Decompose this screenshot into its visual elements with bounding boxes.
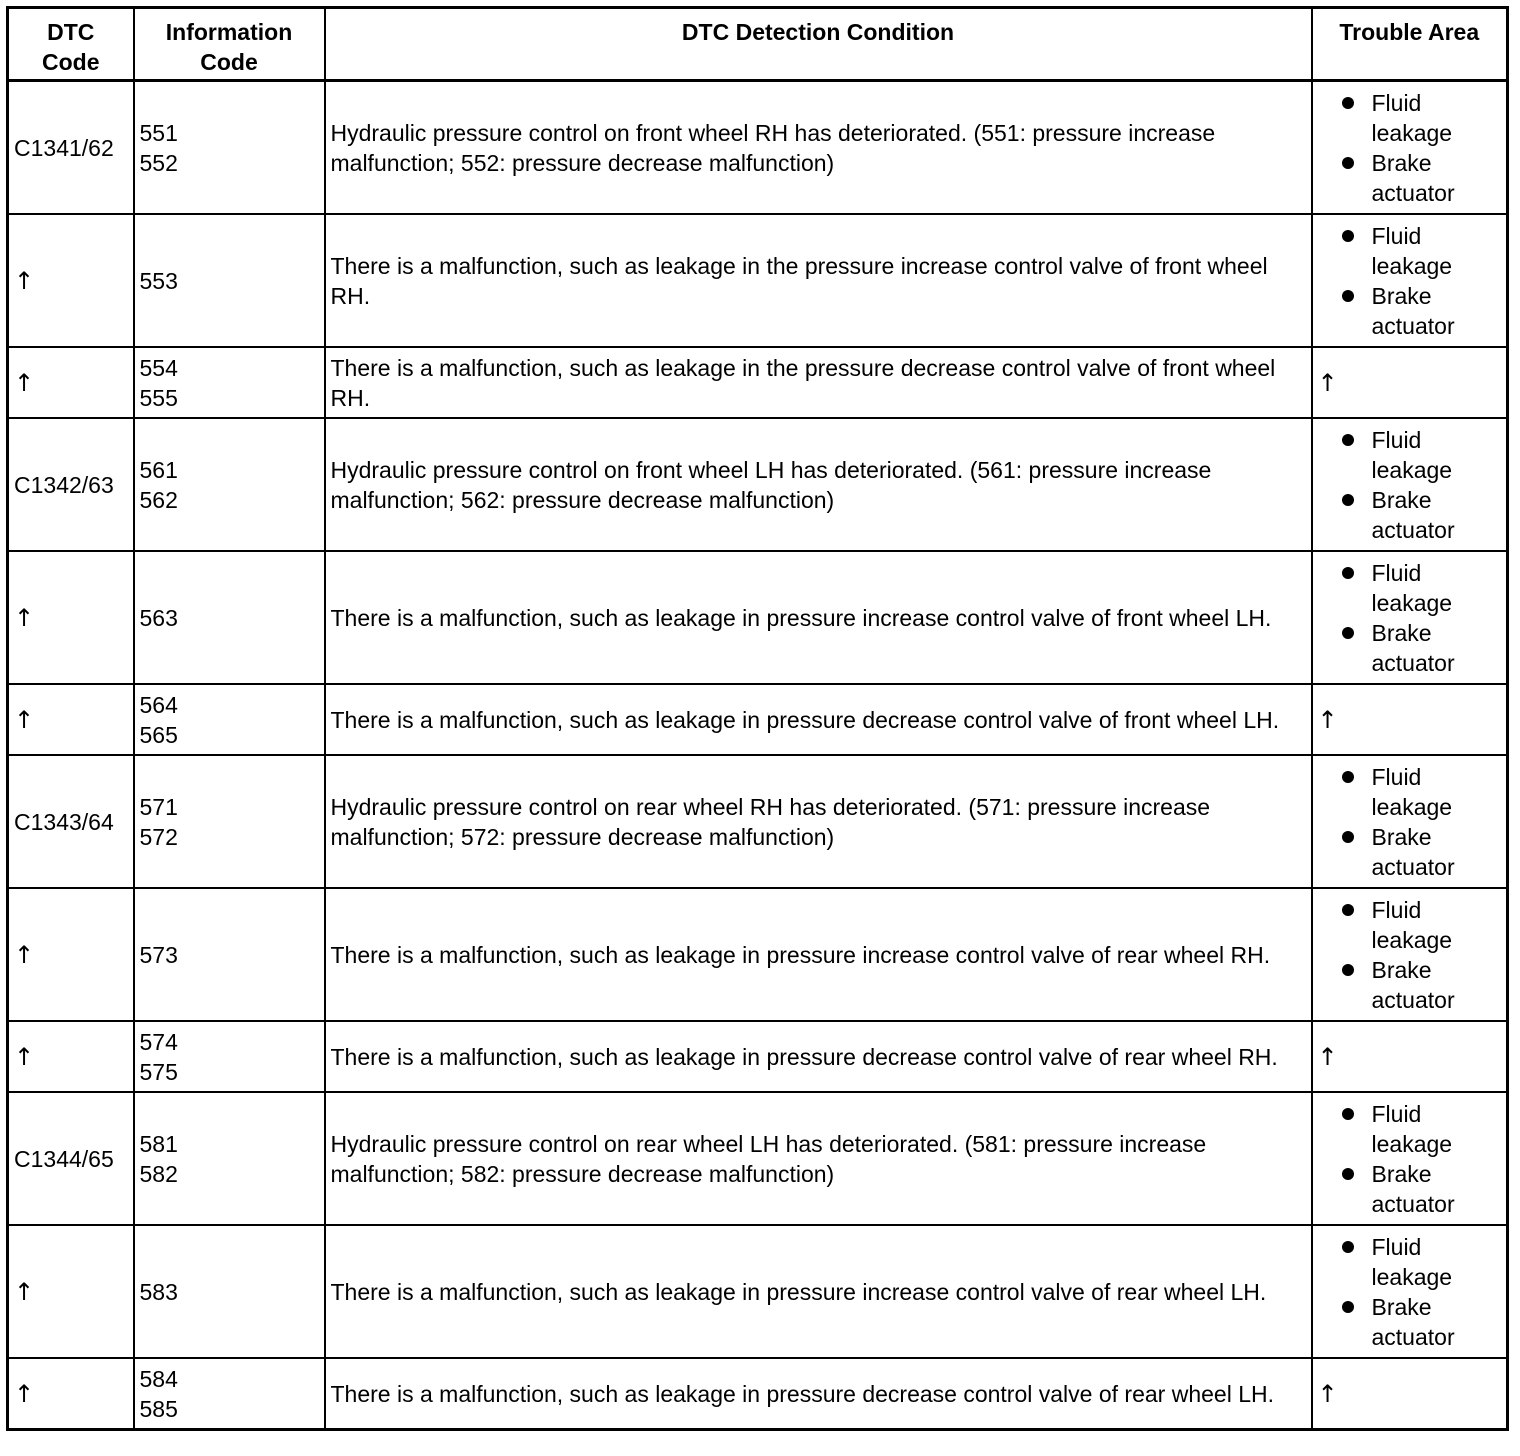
table-row [8, 81, 1508, 215]
information-code: 552 [139, 149, 178, 176]
detection-condition-cell: Hydraulic pressure control on rear wheel RH has deteriorated. (571: pressure increase malfunction; 572: pressure decrease malfunction) [325, 755, 1312, 888]
trouble-area-item: Brake actuator [1338, 485, 1502, 545]
information-code: 554 [139, 354, 178, 381]
trouble-area-cell [1312, 551, 1508, 684]
information-code: 553 [139, 267, 178, 294]
dtc-code-ditto-arrow: ↑ [8, 1225, 134, 1358]
trouble-area-item: Brake actuator [1338, 148, 1502, 208]
information-code-cell [134, 1092, 325, 1225]
information-code: 575 [139, 1058, 178, 1085]
trouble-area-list [1318, 558, 1502, 678]
trouble-area-item: Fluid leakage [1338, 558, 1502, 618]
information-code-cell [134, 888, 325, 1021]
dtc-code-ditto-arrow: ↑ [8, 684, 134, 755]
table-row [8, 1021, 1508, 1092]
information-code: 581 [139, 1130, 178, 1157]
table-row [8, 214, 1508, 347]
trouble-area-list [1318, 762, 1502, 882]
trouble-area-item: Fluid leakage [1338, 1099, 1502, 1159]
detection-condition-cell: Hydraulic pressure control on rear wheel LH has deteriorated. (581: pressure increase malfunction; 582: pressure decrease malfunction) [325, 1092, 1312, 1225]
trouble-area-list [1318, 221, 1502, 341]
trouble-area-item: Brake actuator [1338, 1292, 1502, 1352]
trouble-area-ditto-arrow: ↑ [1312, 1358, 1508, 1430]
information-code: 583 [139, 1278, 178, 1305]
trouble-area-cell [1312, 888, 1508, 1021]
trouble-area-list [1318, 425, 1502, 545]
table-header-row [8, 8, 1508, 81]
information-code-cell [134, 418, 325, 551]
trouble-area-item: Fluid leakage [1338, 762, 1502, 822]
trouble-area-list [1318, 1232, 1502, 1352]
table-body [8, 81, 1508, 1430]
information-code: 555 [139, 384, 178, 411]
information-code: 561 [139, 456, 178, 483]
information-code: 563 [139, 604, 178, 631]
detection-condition-cell: There is a malfunction, such as leakage in the pressure increase control valve of front wheel RH. [325, 214, 1312, 347]
information-code: 571 [139, 793, 178, 820]
dtc-code-ditto-arrow: ↑ [8, 1021, 134, 1092]
trouble-area-item: Fluid leakage [1338, 895, 1502, 955]
information-code-cell [134, 684, 325, 755]
table-row [8, 418, 1508, 551]
trouble-area-cell [1312, 81, 1508, 215]
dtc-code-ditto-arrow: ↑ [8, 551, 134, 684]
trouble-area-cell [1312, 1092, 1508, 1225]
trouble-area-list [1318, 88, 1502, 208]
table-row [8, 755, 1508, 888]
trouble-area-list [1318, 895, 1502, 1015]
header-dtc-code: DTC Code [8, 8, 134, 81]
dtc-code-ditto-arrow: ↑ [8, 214, 134, 347]
trouble-area-ditto-arrow: ↑ [1312, 1021, 1508, 1092]
information-code-cell [134, 551, 325, 684]
trouble-area-ditto-arrow: ↑ [1312, 684, 1508, 755]
dtc-code-ditto-arrow: ↑ [8, 888, 134, 1021]
detection-condition-cell: There is a malfunction, such as leakage in pressure decrease control valve of rear wheel RH. [325, 1021, 1312, 1092]
trouble-area-item: Brake actuator [1338, 1159, 1502, 1219]
detection-condition-cell: There is a malfunction, such as leakage in pressure increase control valve of rear wheel LH. [325, 1225, 1312, 1358]
header-detection-condition: DTC Detection Condition [325, 8, 1312, 81]
information-code: 574 [139, 1028, 178, 1055]
dtc-code-ditto-arrow: ↑ [8, 347, 134, 418]
information-code: 565 [139, 721, 178, 748]
table-row [8, 1358, 1508, 1430]
information-code-cell [134, 214, 325, 347]
trouble-area-item: Fluid leakage [1338, 1232, 1502, 1292]
information-code: 551 [139, 119, 178, 146]
detection-condition-cell: There is a malfunction, such as leakage in pressure increase control valve of rear wheel RH. [325, 888, 1312, 1021]
header-information-code: Information Code [134, 8, 325, 81]
information-code: 573 [139, 941, 178, 968]
trouble-area-item: Brake actuator [1338, 955, 1502, 1015]
dtc-table-container [6, 6, 1509, 1431]
trouble-area-cell [1312, 1225, 1508, 1358]
table-row [8, 551, 1508, 684]
trouble-area-list [1318, 1099, 1502, 1219]
information-code: 562 [139, 486, 178, 513]
information-code: 582 [139, 1160, 178, 1187]
trouble-area-cell [1312, 755, 1508, 888]
trouble-area-cell [1312, 214, 1508, 347]
table-row [8, 888, 1508, 1021]
trouble-area-item: Brake actuator [1338, 822, 1502, 882]
trouble-area-cell [1312, 418, 1508, 551]
detection-condition-cell: There is a malfunction, such as leakage in the pressure decrease control valve of front wheel RH. [325, 347, 1312, 418]
information-code: 584 [139, 1365, 178, 1392]
table-row [8, 1092, 1508, 1225]
information-code: 572 [139, 823, 178, 850]
trouble-area-item: Fluid leakage [1338, 221, 1502, 281]
information-code-cell [134, 1358, 325, 1430]
information-code-cell [134, 755, 325, 888]
dtc-table [6, 6, 1509, 1431]
detection-condition-cell: Hydraulic pressure control on front wheel RH has deteriorated. (551: pressure increase malfunction; 552: pressure decrease malfunction) [325, 81, 1312, 215]
table-row [8, 684, 1508, 755]
table-row [8, 1225, 1508, 1358]
dtc-code-cell: C1344/65 [8, 1092, 134, 1225]
information-code: 585 [139, 1395, 178, 1422]
detection-condition-cell: There is a malfunction, such as leakage in pressure increase control valve of front wheel LH. [325, 551, 1312, 684]
information-code-cell [134, 1021, 325, 1092]
header-trouble-area: Trouble Area [1312, 8, 1508, 81]
dtc-code-cell: C1343/64 [8, 755, 134, 888]
trouble-area-item: Fluid leakage [1338, 88, 1502, 148]
detection-condition-cell: There is a malfunction, such as leakage in pressure decrease control valve of front wheel LH. [325, 684, 1312, 755]
table-row [8, 347, 1508, 418]
dtc-code-ditto-arrow: ↑ [8, 1358, 134, 1430]
dtc-code-cell: C1341/62 [8, 81, 134, 215]
detection-condition-cell: There is a malfunction, such as leakage in pressure decrease control valve of rear wheel LH. [325, 1358, 1312, 1430]
information-code-cell [134, 347, 325, 418]
information-code: 564 [139, 691, 178, 718]
trouble-area-item: Brake actuator [1338, 281, 1502, 341]
information-code-cell [134, 1225, 325, 1358]
dtc-code-cell: C1342/63 [8, 418, 134, 551]
trouble-area-item: Fluid leakage [1338, 425, 1502, 485]
trouble-area-item: Brake actuator [1338, 618, 1502, 678]
detection-condition-cell: Hydraulic pressure control on front wheel LH has deteriorated. (561: pressure increase malfunction; 562: pressure decrease malfunction) [325, 418, 1312, 551]
trouble-area-ditto-arrow: ↑ [1312, 347, 1508, 418]
information-code-cell [134, 81, 325, 215]
